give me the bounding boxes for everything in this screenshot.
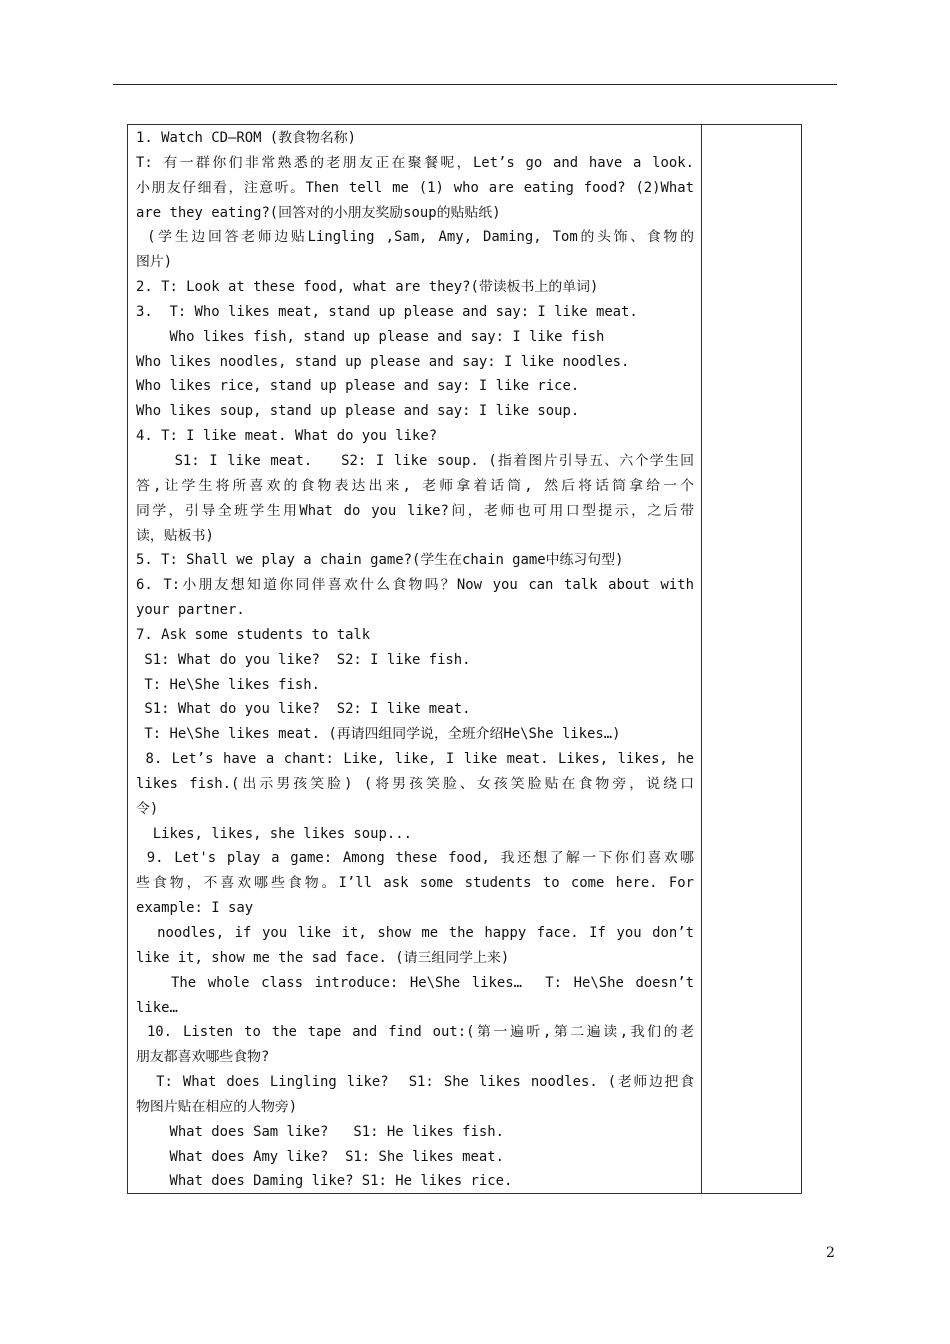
text-line: 令)	[136, 800, 159, 817]
text-line: like…	[136, 999, 178, 1016]
table-column-divider	[701, 124, 702, 1194]
header-rule	[113, 84, 837, 85]
text-line: 10. Listen to the tape and find out:(第一遍听,第二遍读,我们的老	[136, 1024, 694, 1041]
text-line: are they eating?(回答对的小朋友奖励soup的贴贴纸)	[136, 204, 501, 221]
text-line: likes fish.(出示男孩笑脸) (将男孩笑脸、女孩笑脸贴在食物旁，说绕口	[136, 775, 694, 792]
text-line: example: I say	[136, 900, 254, 917]
text-line: 朋友都喜欢哪些食物?	[136, 1049, 270, 1066]
text-line: 3. T: Who likes meat, stand up please and say: I like meat.	[136, 303, 638, 320]
text-line: 物图片贴在相应的人物旁)	[136, 1098, 298, 1115]
text-line: 小朋友仔细看，注意听。Then tell me (1) who are eating food? (2)What	[136, 179, 694, 196]
page-number: 2	[826, 1245, 835, 1261]
text-line: S1: What do you like? S2: I like fish.	[136, 651, 471, 668]
text-line: 图片)	[136, 254, 173, 271]
text-line: 同学，引导全班学生用What do you like?问，老师也可用口型提示，之后带	[136, 502, 694, 519]
text-line: Who likes noodles, stand up please and say: I like noodles.	[136, 353, 630, 370]
text-line: Likes, likes, she likes soup...	[136, 825, 412, 842]
text-line: T: 有一群你们非常熟悉的老朋友正在聚餐呢，Let’s go and have a look.	[136, 154, 694, 171]
text-line: 5. T: Shall we play a chain game?(学生在chain game中练习句型)	[136, 552, 624, 569]
text-line: 些食物，不喜欢哪些食物。I’ll ask some students to come here. For	[136, 875, 694, 892]
text-line: S1: What do you like? S2: I like meat.	[136, 701, 471, 718]
text-line: like it, show me the sad face. (请三组同学上来)	[136, 949, 510, 966]
text-line: 读，贴板书)	[136, 527, 214, 544]
text-line: T: He\She likes meat. (再请四组同学说，全班介绍He\She likes…)	[136, 726, 621, 743]
text-line: What does Daming like? S1: He likes rice.	[136, 1173, 513, 1190]
text-line: (学生边回答老师边贴Lingling ,Sam, Amy, Daming, Tom的头饰、食物的	[136, 229, 694, 246]
text-line: What does Amy like? S1: She likes meat.	[136, 1148, 504, 1165]
text-line: 6. T:小朋友想知道你同伴喜欢什么食物吗？Now you can talk about with	[136, 577, 694, 594]
text-line: 4. T: I like meat. What do you like?	[136, 428, 438, 445]
text-line: Who likes fish, stand up please and say: I like fish	[136, 328, 605, 345]
text-line: Who likes soup, stand up please and say: I like soup.	[136, 403, 580, 420]
text-line: 答,让学生将所喜欢的食物表达出来, 老师拿着话筒, 然后将话筒拿给一个	[136, 477, 694, 494]
text-line: 7. Ask some students to talk	[136, 626, 371, 643]
text-line: What does Sam like? S1: He likes fish.	[136, 1123, 504, 1140]
lesson-steps	[136, 126, 694, 1194]
text-line: 8. Let’s have a chant: Like, like, I like meat. Likes, likes, he	[136, 751, 694, 768]
text-line: S1: I like meat. S2: I like soup. (指着图片引导五、六个学生回	[136, 452, 694, 469]
text-line: your partner.	[136, 602, 245, 619]
text-line: 9. Let's play a game: Among these food, 我还想了解一下你们喜欢哪	[136, 850, 694, 867]
text-line: Who likes rice, stand up please and say: I like rice.	[136, 378, 580, 395]
text-line: T: He\She likes fish.	[136, 676, 320, 693]
text-line: T: What does Lingling like? S1: She likes noodles. (老师边把食	[136, 1074, 694, 1091]
text-line: 1. Watch CD—ROM (教食物名称)	[136, 130, 356, 146]
text-line: The whole class introduce: He\She likes… T: He\She doesn’t	[136, 974, 694, 991]
text-line: noodles, if you like it, show me the happy face. If you don’t	[136, 925, 694, 941]
text-line: 2. T: Look at these food, what are they?(带读板书上的单词)	[136, 279, 599, 296]
